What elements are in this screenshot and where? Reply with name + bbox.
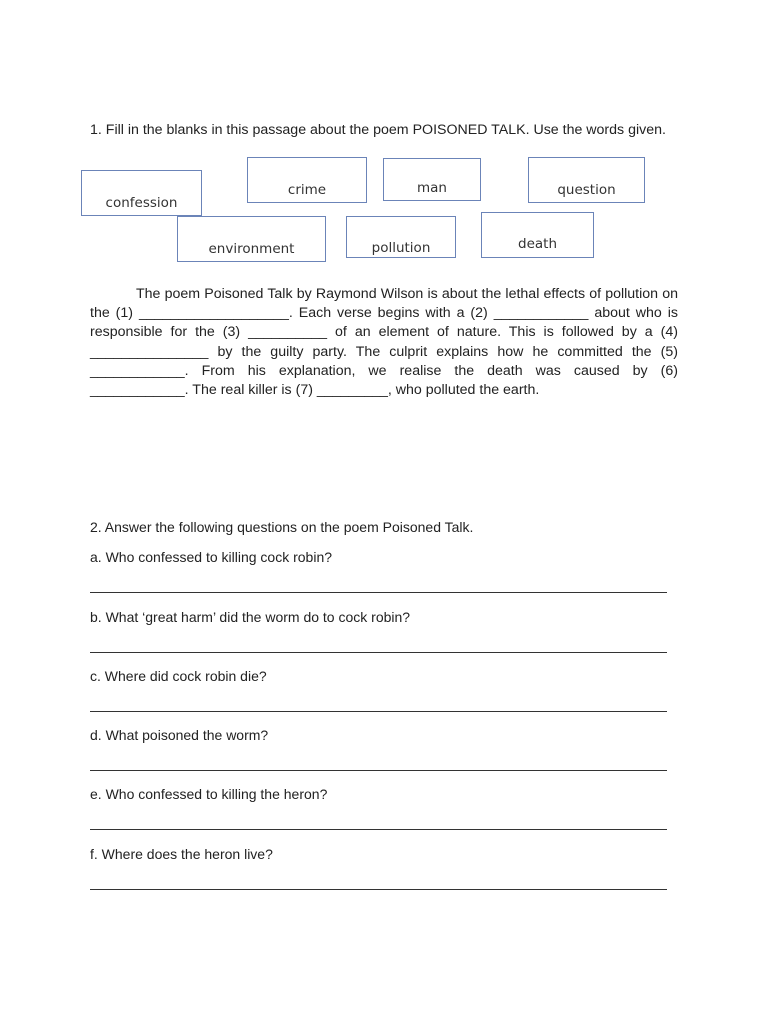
word-label: question	[557, 182, 616, 198]
question-text: a. Who confessed to killing cock robin?	[90, 549, 333, 565]
word-box-man	[383, 158, 481, 201]
answer-line[interactable]	[90, 592, 667, 593]
word-box-environment	[177, 216, 326, 262]
question-text: e. Who confessed to killing the heron?	[90, 786, 328, 802]
section2-title: 2. Answer the following questions on the poem Poisoned Talk.	[90, 519, 474, 535]
answer-line[interactable]	[90, 711, 667, 712]
word-box-question	[528, 157, 645, 203]
word-box-pollution	[346, 216, 456, 258]
section1-instruction: 1. Fill in the blanks in this passage about the poem POISONED TALK. Use the words given.	[90, 122, 666, 138]
question-text: f. Where does the heron live?	[90, 846, 273, 862]
answer-line[interactable]	[90, 770, 667, 771]
question-text: b. What ‘great harm’ did the worm do to cock robin?	[90, 609, 411, 625]
word-box-death	[481, 212, 594, 258]
fill-in-passage	[90, 285, 678, 400]
passage-text: The poem Poisoned Talk by Raymond Wilson is about the lethal effects of pollution on the (1) ___________________. Each verse begins with a (2) ____________ about who is responsible for the (3) __________ of an element of nature. This is followed by a (4) _______________ by the guilty party. The culprit explains how he committed the (5) ____________. From his explanation, we realise the death was caused by (6) ____________. The real killer is (7) _________, who polluted the earth.	[90, 286, 678, 399]
word-label: man	[417, 180, 447, 196]
answer-line[interactable]	[90, 652, 667, 653]
word-label: confession	[105, 195, 178, 211]
word-label: death	[518, 236, 557, 252]
word-label: environment	[208, 241, 295, 257]
word-box-confession	[81, 170, 202, 216]
question-text: d. What poisoned the worm?	[90, 727, 269, 743]
question-text: c. Where did cock robin die?	[90, 668, 267, 684]
word-label: crime	[287, 182, 327, 198]
answer-line[interactable]	[90, 829, 667, 830]
word-box-crime	[247, 157, 367, 203]
word-label: pollution	[371, 240, 431, 256]
answer-line[interactable]	[90, 889, 667, 890]
